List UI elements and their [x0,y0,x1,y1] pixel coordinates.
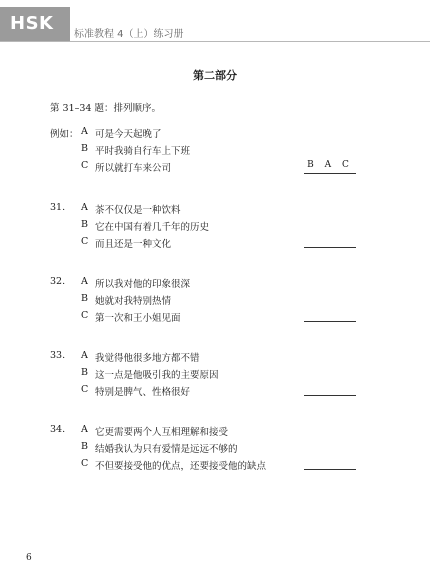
option-text: 而且还是一种文化 [95,239,172,250]
option-letter: C [81,160,89,171]
answer-blank-line[interactable] [304,247,356,248]
option-letter: C [81,310,89,321]
option-letter: C [81,236,89,247]
option-text: 它在中国有着几千年的历史 [95,222,210,233]
option-letter: A [81,424,88,435]
option-letter: A [81,350,88,361]
option-text: 她就对我特别热情 [95,296,172,307]
hsk-logo-text: HSK [10,13,54,34]
question-number: 34. [50,424,66,435]
question-number: 33. [50,350,66,361]
answer-blank-line[interactable] [304,395,356,396]
answer-blank-line[interactable] [304,469,356,470]
option-letter: B [81,441,88,452]
option-text: 第一次和王小姐见面 [95,313,181,324]
option-letter: A [81,276,88,287]
option-text: 平时我骑自行车上下班 [95,146,191,157]
option-letter: B [81,143,88,154]
option-letter: A [81,202,88,213]
option-letter: B [81,293,88,304]
option-text: 我觉得他很多地方都不错 [95,353,200,364]
header-divider [0,41,430,42]
option-text: 特别是脾气、性格很好 [95,387,191,398]
example-answer-line [304,173,356,174]
option-text: 结婚我认为只有爱情是远远不够的 [95,444,238,455]
page-header [0,0,430,44]
option-letter: A [81,126,88,137]
option-letter: B [81,367,88,378]
answer-blank-line[interactable] [304,321,356,322]
example-answer: B A C [307,160,353,170]
instructions: 第 31–34 题：排列顺序。 [50,103,161,114]
option-text: 不但要接受他的优点，还要接受他的缺点 [95,461,267,472]
page-number: 6 [26,553,32,563]
option-text: 茶不仅仅是一种饮料 [95,205,181,216]
question-number: 31. [50,202,66,213]
option-text: 这一点是他吸引我的主要原因 [95,370,219,381]
book-title: 标准教程 4（上）练习册 [74,29,184,40]
option-letter: C [81,384,89,395]
option-text: 所以就打车来公司 [95,163,172,174]
section-title: 第二部分 [193,69,237,82]
option-text: 所以我对他的印象很深 [95,279,191,290]
example-label: 例如： [50,129,79,140]
question-number: 32. [50,276,66,287]
hsk-logo-block [0,7,70,41]
option-letter: B [81,219,88,230]
option-text: 可是今天起晚了 [95,129,162,140]
option-letter: C [81,458,89,469]
option-text: 它更需要两个人互相理解和接受 [95,427,229,438]
